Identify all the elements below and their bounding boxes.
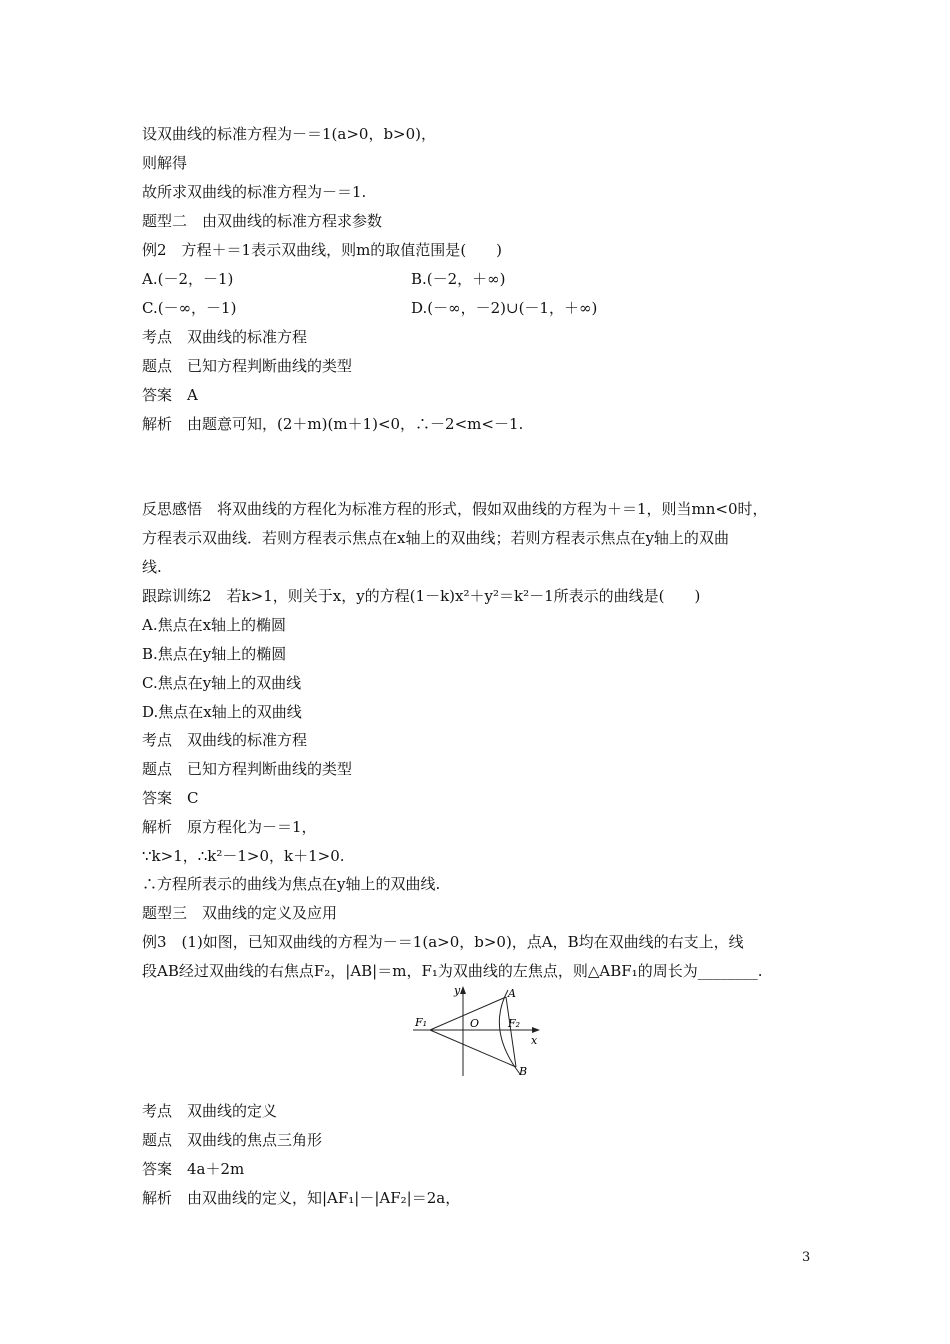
x-axis-arrow xyxy=(532,1027,540,1033)
kaodian-3: 考点 双曲线的定义 xyxy=(142,1102,278,1120)
kaodian-2: 考点 双曲线的标准方程 xyxy=(142,731,308,749)
reflection-line-3: 线. xyxy=(142,558,162,576)
example-3-line-2: 段AB经过双曲线的右焦点F₂，|AB|＝m，F₁为双曲线的左焦点，则△ABF₁的周长为________. xyxy=(142,962,763,980)
line-3: 故所求双曲线的标准方程为－＝1. xyxy=(142,183,367,201)
option-d: D.(－∞，－2)∪(－1，＋∞) xyxy=(411,299,598,317)
answer-1: 答案 A xyxy=(142,386,198,404)
answer-3: 答案 4a＋2m xyxy=(142,1160,245,1178)
answer-2: 答案 C xyxy=(142,789,199,807)
line-2: 则解得 xyxy=(142,154,188,172)
practice-option-c: C.焦点在y轴上的双曲线 xyxy=(142,674,302,692)
analysis-2-line-3: ∴方程所表示的曲线为焦点在y轴上的双曲线. xyxy=(142,875,441,893)
example-3-line-1: 例3 (1)如图，已知双曲线的方程为－＝1(a>0，b>0)，点A，B均在双曲线的右支上，线 xyxy=(142,933,744,951)
section-heading-2: 题型二 由双曲线的标准方程求参数 xyxy=(142,212,383,230)
segment-ab xyxy=(506,997,516,1067)
segment-f1-b xyxy=(430,1030,516,1067)
example-2-question: 例2 方程＋＝1表示双曲线，则m的取值范围是( ) xyxy=(142,241,503,259)
tidian-2: 题点 已知方程判断曲线的类型 xyxy=(142,760,353,778)
analysis-3: 解析 由双曲线的定义，知|AF₁|－|AF₂|＝2a， xyxy=(142,1189,461,1207)
label-o: O xyxy=(470,1017,480,1030)
practice-2-question: 跟踪训练2 若k>1，则关于x，y的方程(1－k)x²＋y²＝k²－1所表示的曲线是( ) xyxy=(142,587,701,605)
section-heading-3: 题型三 双曲线的定义及应用 xyxy=(142,904,338,922)
practice-option-b: B.焦点在y轴上的椭圆 xyxy=(142,645,287,663)
reflection-line-2: 方程表示双曲线．若则方程表示焦点在x轴上的双曲线；若则方程表示焦点在y轴上的双曲 xyxy=(142,529,729,547)
reflection-line-1: 反思感悟 将双曲线的方程化为标准方程的形式，假如双曲线的方程为＋＝1，则当mn<0时， xyxy=(142,500,768,518)
option-c: C.(－∞，－1) xyxy=(142,299,237,317)
label-y: y xyxy=(454,984,461,997)
analysis-2-line-1: 解析 原方程化为－＝1， xyxy=(142,818,317,836)
option-a: A.(－2，－1) xyxy=(142,270,234,288)
kaodian-1: 考点 双曲线的标准方程 xyxy=(142,328,308,346)
page-number: 3 xyxy=(802,1250,811,1265)
label-b: B xyxy=(519,1065,528,1078)
label-x: x xyxy=(531,1034,538,1047)
option-b: B.(－2，＋∞) xyxy=(411,270,506,288)
label-a: A xyxy=(508,987,516,1000)
analysis-1: 解析 由题意可知，(2＋m)(m＋1)<0，∴－2<m<－1. xyxy=(142,415,524,433)
label-f1: F₁ xyxy=(415,1016,428,1029)
line-1: 设双曲线的标准方程为－＝1(a>0，b>0)， xyxy=(142,125,437,143)
y-axis-arrow xyxy=(460,986,466,994)
label-f2: F₂ xyxy=(508,1017,521,1030)
analysis-2-line-2: ∵k>1，∴k²－1>0，k＋1>0. xyxy=(142,847,345,865)
practice-option-a: A.焦点在x轴上的椭圆 xyxy=(142,616,287,634)
tidian-3: 题点 双曲线的焦点三角形 xyxy=(142,1131,323,1149)
hyperbola-diagram xyxy=(408,980,548,1080)
practice-option-d: D.焦点在x轴上的双曲线 xyxy=(142,703,302,721)
segment-f1-a xyxy=(430,997,506,1030)
tidian-1: 题点 已知方程判断曲线的类型 xyxy=(142,357,353,375)
